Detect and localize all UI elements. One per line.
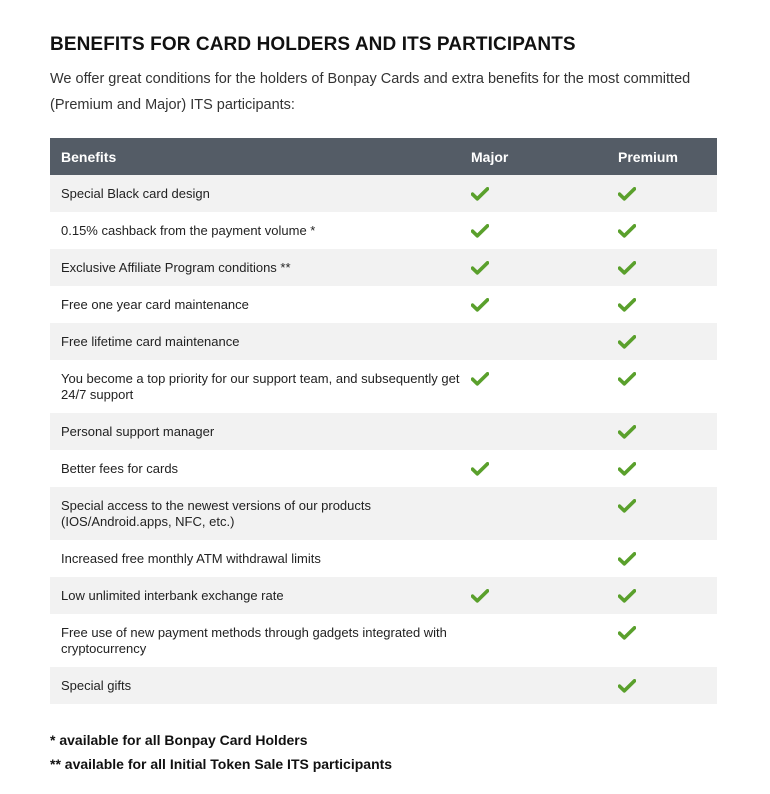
check-icon — [471, 224, 489, 238]
benefit-cell: Increased free monthly ATM withdrawal limits — [61, 550, 321, 566]
premium-cell — [607, 667, 717, 704]
table-row — [50, 175, 717, 212]
major-cell — [460, 360, 607, 413]
check-icon — [618, 425, 636, 439]
premium-cell — [607, 323, 717, 360]
benefit-cell: Better fees for cards — [61, 460, 179, 476]
check-icon — [471, 589, 489, 603]
footnote-2: ** available for all Initial Token Sale ITS participants — [50, 756, 393, 772]
footnote-1: * available for all Bonpay Card Holders — [50, 732, 308, 748]
premium-cell — [607, 577, 717, 614]
check-icon — [618, 372, 636, 386]
premium-cell — [607, 614, 717, 667]
benefit-cell: 0.15% cashback from the payment volume * — [61, 222, 316, 238]
premium-cell — [607, 212, 717, 249]
major-cell — [460, 487, 607, 540]
check-icon — [471, 372, 489, 386]
benefits-table — [50, 138, 717, 704]
major-cell — [460, 175, 607, 212]
check-icon — [618, 499, 636, 513]
benefit-cell: You become a top priority for our support team, and subsequently get 24/7 support — [61, 370, 460, 402]
check-icon — [471, 462, 489, 476]
premium-cell — [607, 249, 717, 286]
table-row — [50, 577, 717, 614]
premium-cell — [607, 286, 717, 323]
footnotes — [50, 728, 717, 776]
check-icon — [618, 224, 636, 238]
benefit-cell: Free lifetime card maintenance — [61, 333, 240, 349]
check-icon — [618, 261, 636, 275]
table-row — [50, 212, 717, 249]
major-cell — [460, 450, 607, 487]
intro-text: We offer great conditions for the holders of Bonpay Cards and extra benefits for the most committed (Premium and Major) ITS participants: — [50, 71, 691, 113]
check-icon — [618, 626, 636, 640]
premium-cell — [607, 175, 717, 212]
header-benefits: Benefits — [50, 138, 460, 175]
check-icon — [618, 679, 636, 693]
premium-cell — [607, 413, 717, 450]
table-body — [50, 175, 717, 704]
major-cell — [460, 540, 607, 577]
table-row — [50, 360, 717, 413]
major-cell — [460, 577, 607, 614]
header-premium: Premium — [607, 138, 717, 175]
benefit-cell: Free use of new payment methods through gadgets integrated with cryptocurrency — [61, 624, 447, 656]
check-icon — [471, 187, 489, 201]
check-icon — [471, 298, 489, 312]
table-row — [50, 667, 717, 704]
major-cell — [460, 413, 607, 450]
table-row — [50, 249, 717, 286]
premium-cell — [607, 487, 717, 540]
premium-cell — [607, 450, 717, 487]
benefit-cell: Free one year card maintenance — [61, 296, 249, 312]
table-row — [50, 450, 717, 487]
check-icon — [618, 187, 636, 201]
major-cell — [460, 249, 607, 286]
major-cell — [460, 323, 607, 360]
table-row — [50, 487, 717, 540]
major-cell — [460, 212, 607, 249]
major-cell — [460, 286, 607, 323]
benefit-cell: Low unlimited interbank exchange rate — [61, 587, 284, 603]
table-row — [50, 286, 717, 323]
table-row — [50, 540, 717, 577]
benefit-cell: Exclusive Affiliate Program conditions ** — [61, 259, 291, 275]
major-cell — [460, 667, 607, 704]
check-icon — [618, 462, 636, 476]
table-row — [50, 614, 717, 667]
check-icon — [618, 589, 636, 603]
check-icon — [471, 261, 489, 275]
major-cell — [460, 614, 607, 667]
benefit-cell: Special Black card design — [61, 185, 210, 201]
premium-cell — [607, 360, 717, 413]
table-header-row — [50, 138, 717, 175]
header-major: Major — [460, 138, 607, 175]
table-row — [50, 413, 717, 450]
premium-cell — [607, 540, 717, 577]
benefit-cell: Special access to the newest versions of our products (IOS/Android.apps, NFC, etc.) — [61, 497, 371, 529]
benefit-cell: Personal support manager — [61, 423, 215, 439]
check-icon — [618, 335, 636, 349]
page-title: BENEFITS FOR CARD HOLDERS AND ITS PARTICIPANTS — [50, 34, 576, 55]
check-icon — [618, 298, 636, 312]
check-icon — [618, 552, 636, 566]
benefit-cell: Special gifts — [61, 677, 132, 693]
table-row — [50, 323, 717, 360]
